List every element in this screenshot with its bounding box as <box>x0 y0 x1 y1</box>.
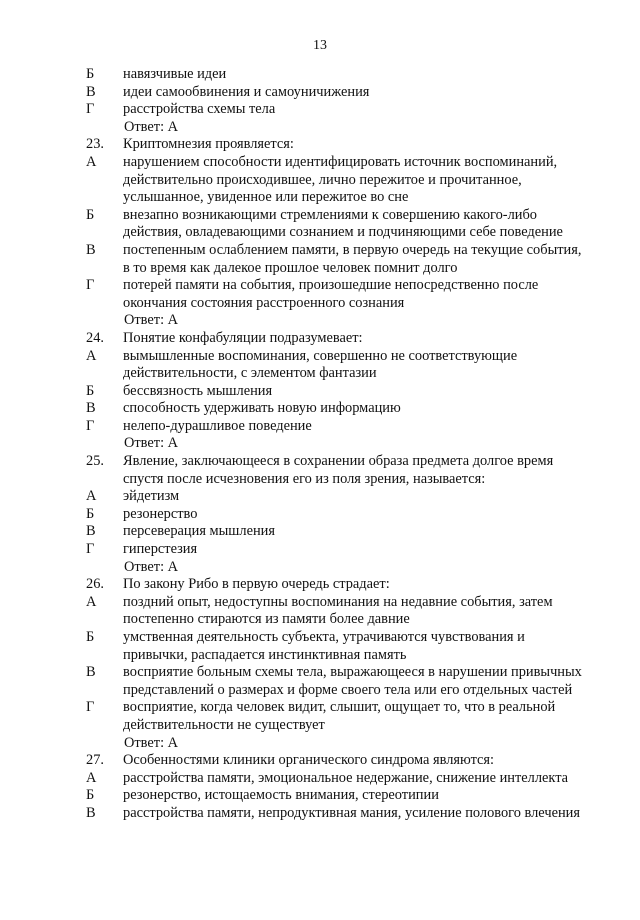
text-line: действительно происходившее, лично пережитое и прочитанное, <box>123 171 522 188</box>
option-letter: А <box>86 347 97 364</box>
text-line: внезапно возникающими стремлениями к совершению какого-либо <box>123 206 537 223</box>
option-text <box>123 348 608 383</box>
text-line: умственная деятельность субъекта, утрачиваются чувствования и <box>123 629 525 645</box>
option-row <box>0 506 640 524</box>
option-text <box>123 699 608 734</box>
option-text <box>123 770 608 788</box>
question-number: 24. <box>86 329 104 346</box>
option-text <box>123 506 608 524</box>
text-line: потерей памяти на события, произошедшие непосредственно после <box>123 277 539 294</box>
option-row <box>0 541 640 559</box>
text-line: способность удерживать новую информацию <box>123 400 401 417</box>
question-number: 23. <box>86 136 104 153</box>
text-line: услышанное, увиденное или пережитое во сне <box>123 189 409 206</box>
text-line: нелепо-дурашливое поведение <box>123 417 312 434</box>
option-letter: Г <box>86 699 95 716</box>
option-text <box>123 664 608 699</box>
option-row <box>0 242 640 277</box>
question-text <box>123 136 608 154</box>
answer-row <box>0 312 640 330</box>
text-line: спустя после исчезновения его из поля зрения, называется: <box>123 470 486 487</box>
text-line: привычки, распадается инстинктивная память <box>123 646 407 663</box>
option-row <box>0 664 640 699</box>
option-text <box>123 488 608 506</box>
option-row <box>0 629 640 664</box>
text-line: навязчивые идеи <box>123 66 227 82</box>
option-letter: Б <box>86 206 95 223</box>
question-text <box>123 752 608 770</box>
option-row <box>0 787 640 805</box>
text-line: окончания состояния расстроенного сознания <box>123 294 405 311</box>
answer-row <box>0 435 640 453</box>
option-text <box>123 277 608 312</box>
text-line: расстройства памяти, эмоциональное недержание, снижение интеллекта <box>123 769 569 786</box>
text-line: восприятие больным схемы тела, выражающееся в нарушении привычных <box>123 664 582 681</box>
option-text <box>123 418 608 436</box>
text-line: поздний опыт, недоступны воспоминания на недавние события, затем <box>123 593 553 610</box>
text-line: расстройства памяти, непродуктивная мания, усиление полового влечения <box>123 804 580 821</box>
option-letter: Б <box>86 787 95 804</box>
question-row <box>0 752 640 770</box>
option-row <box>0 66 640 84</box>
option-letter: Г <box>86 417 95 434</box>
option-row <box>0 101 640 119</box>
option-row <box>0 594 640 629</box>
text-line: представлений о размерах и форме своего тела или его отдельных частей <box>123 681 573 698</box>
text-line: действительности не существует <box>123 716 325 733</box>
question-row <box>0 576 640 594</box>
question-number: 25. <box>86 453 104 470</box>
text-line: действительности, с элементом фантазии <box>123 365 377 382</box>
option-row <box>0 84 640 102</box>
text-line: нарушением способности идентифицировать источник воспоминаний, <box>123 153 558 170</box>
option-text <box>123 101 608 119</box>
text-line: Ответ: А <box>124 558 179 575</box>
option-letter: Г <box>86 277 95 294</box>
text-line: вымышленные воспоминания, совершенно не соответствующие <box>123 347 518 364</box>
option-letter: Г <box>86 101 95 118</box>
option-letter: В <box>86 83 96 100</box>
text-line: идеи самообвинения и самоуничижения <box>123 83 370 100</box>
question-text <box>123 576 608 594</box>
option-row <box>0 523 640 541</box>
text-line: резонерство <box>123 505 198 522</box>
option-letter: А <box>86 769 97 786</box>
text-line: бессвязность мышления <box>123 382 273 399</box>
option-text <box>123 805 608 823</box>
text-line: эйдетизм <box>123 488 180 505</box>
option-text <box>123 629 608 664</box>
text-line: По закону Рибо в первую очередь страдает: <box>123 576 390 593</box>
text-line: действия, овладевающими сознанием и подчиняющими себе поведение <box>123 224 563 241</box>
question-row <box>0 330 640 348</box>
text-line: Явление, заключающееся в сохранении образа предмета долгое время <box>123 453 554 470</box>
option-letter: В <box>86 241 96 258</box>
option-text <box>123 154 608 207</box>
option-letter: В <box>86 804 96 821</box>
text-line: Ответ: А <box>124 118 179 135</box>
option-row <box>0 418 640 436</box>
answer-text <box>124 119 609 137</box>
question-text <box>123 453 608 488</box>
answer-text <box>124 312 609 330</box>
text-line: Криптомнезия проявляется: <box>123 136 294 153</box>
answer-row <box>0 559 640 577</box>
text-line: резонерство, истощаемость внимания, стереотипии <box>123 787 439 804</box>
question-list <box>0 66 640 823</box>
question-row <box>0 453 640 488</box>
text-line: Ответ: А <box>124 312 179 329</box>
answer-row <box>0 119 640 137</box>
option-letter: В <box>86 664 96 681</box>
option-text <box>123 787 608 805</box>
option-row <box>0 770 640 788</box>
option-text <box>123 523 608 541</box>
text-line: Ответ: А <box>124 734 179 751</box>
option-letter: В <box>86 400 96 417</box>
question-number: 27. <box>86 752 104 769</box>
option-row <box>0 277 640 312</box>
page-number: 13 <box>313 38 327 53</box>
option-text <box>123 594 608 629</box>
text-line: гиперстезия <box>123 541 198 558</box>
option-row <box>0 207 640 242</box>
option-row <box>0 699 640 734</box>
option-letter: Б <box>86 382 95 399</box>
option-row <box>0 348 640 383</box>
option-row <box>0 383 640 401</box>
option-row <box>0 154 640 207</box>
option-text <box>123 207 608 242</box>
answer-text <box>124 735 609 753</box>
option-row <box>0 805 640 823</box>
answer-row <box>0 735 640 753</box>
option-text <box>123 242 608 277</box>
option-letter: В <box>86 523 96 540</box>
text-line: Ответ: А <box>124 435 179 452</box>
option-text <box>123 400 608 418</box>
option-text <box>123 66 608 84</box>
text-line: постепенным ослаблением памяти, в первую очередь на текущие события, <box>123 241 582 258</box>
option-letter: А <box>86 153 97 170</box>
option-letter: Г <box>86 541 95 558</box>
option-text <box>123 541 608 559</box>
text-line: расстройства схемы тела <box>123 101 276 118</box>
option-letter: А <box>86 593 97 610</box>
question-number: 26. <box>86 576 104 593</box>
option-letter: Б <box>86 505 95 522</box>
option-letter: Б <box>86 66 95 82</box>
answer-text <box>124 435 609 453</box>
text-line: Понятие конфабуляции подразумевает: <box>123 329 363 346</box>
text-line: персеверация мышления <box>123 523 275 540</box>
question-row <box>0 136 640 154</box>
option-letter: А <box>86 488 97 505</box>
question-text <box>123 330 608 348</box>
option-letter: Б <box>86 629 95 645</box>
option-row <box>0 400 640 418</box>
text-line: постепенно стираются из памяти более давние <box>123 611 410 628</box>
answer-text <box>124 559 609 577</box>
option-text <box>123 84 608 102</box>
option-row <box>0 488 640 506</box>
text-line: Особенностями клиники органического синдрома являются: <box>123 752 495 769</box>
text-line: восприятие, когда человек видит, слышит, ощущает то, что в реальной <box>123 699 556 716</box>
option-text <box>123 383 608 401</box>
text-line: в то время как далекое прошлое человек помнит долго <box>123 259 458 276</box>
